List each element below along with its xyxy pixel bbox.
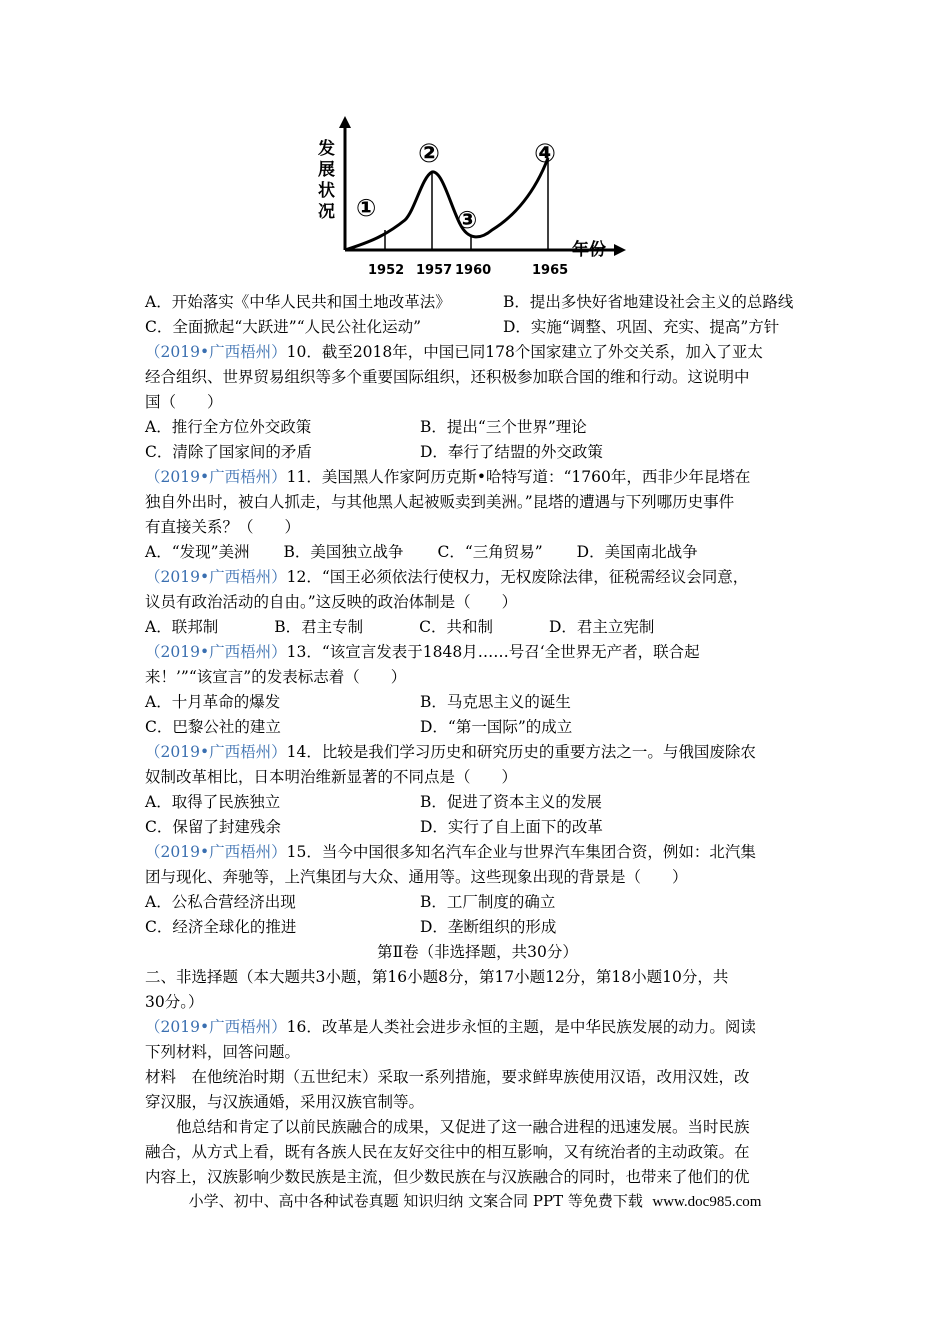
q12-stem-line-1 (145, 565, 810, 590)
q15-stem-line-1 (145, 840, 810, 865)
q11-stem-line-1 (145, 465, 810, 490)
q15-options-row-1 (145, 890, 810, 915)
part2-intro-line-1: 二、非选择题（本大题共3小题，第16小题8分，第17小题12分，第18小题10分，共 (145, 968, 729, 986)
question-content (145, 290, 810, 1190)
q11-option-a: A．“发现”美洲 (145, 543, 250, 561)
page-footer (0, 1190, 950, 1211)
q14-option-c: C．保留了封建残余 (145, 818, 281, 836)
q10-option-d: D．奉行了结盟的外交政策 (420, 443, 603, 461)
q16-paragraph-line-1: 他总结和肯定了以前民族融合的成果，又促进了这一融合进程的迅速发展。当时民族 (176, 1118, 750, 1136)
q12-option-b: B．君主专制 (274, 618, 364, 636)
q13-options-row-2 (145, 715, 810, 740)
x-axis-arrow (614, 244, 626, 256)
q11-option-c: C．“三角贸易” (437, 543, 543, 561)
q15-option-c: C．经济全球化的推进 (145, 918, 297, 936)
q14-option-a: A．取得了民族独立 (145, 793, 281, 811)
q15-option-a: A．公私合营经济出现 (145, 893, 296, 911)
q16-material-line-2: 穿汉服，与汉族通婚，采用汉族官制等。 (145, 1093, 425, 1111)
q14-text: 14．比较是我们学习历史和研究历史的重要方法之一。与俄国废除农 (286, 743, 756, 761)
q13-stem-line-2: 来！’”“该宣言”的发表标志着（ ） (145, 668, 407, 686)
svg-text:况: 况 (318, 202, 335, 222)
q12-option-c: C．共和制 (419, 618, 493, 636)
stage-marker-4: ④ (534, 139, 557, 169)
q11-options (145, 540, 810, 565)
q13-option-d: D．“第一国际”的成立 (420, 718, 573, 736)
q14-option-b: B．促进了资本主义的发展 (420, 793, 602, 811)
x-axis-label: 年份 (572, 240, 606, 260)
q15-source: （2019•广西梧州） (145, 843, 287, 861)
q16-paragraph-line-2: 融合，从方式上看，既有各族人民在友好交往中的相互影响，又有统治者的主动政策。在 (145, 1143, 750, 1161)
stage-marker-1: ① (356, 194, 377, 222)
q9-option-d: D．实施“调整、巩固、充实、提高”方针 (503, 318, 780, 336)
q10-source: （2019•广西梧州） (145, 343, 287, 361)
q12-text: 12．“国王必须依法行使权力，无权废除法律，征税需经议会同意， (286, 568, 749, 586)
development-curve-figure (310, 112, 640, 282)
q14-stem-line-2: 奴制改革相比，日本明治维新显著的不同点是（ ） (145, 768, 518, 786)
svg-text:发: 发 (318, 139, 335, 159)
q12-stem-line-2: 议员有政治活动的自由。”这反映的政治体制是（ ） (145, 593, 518, 611)
svg-text:展: 展 (318, 160, 335, 180)
q14-options-row-2 (145, 815, 810, 840)
q9-option-a: A．开始落实《中华人民共和国土地改革法》 (145, 293, 451, 311)
q12-options (145, 615, 810, 640)
q12-source: （2019•广西梧州） (145, 568, 287, 586)
q10-option-c: C．清除了国家间的矛盾 (145, 443, 312, 461)
q10-options-row-2 (145, 440, 810, 465)
q16-stem-line-1 (145, 1015, 810, 1040)
q9-option-b: B．提出多快好省地建设社会主义的总路线 (503, 293, 794, 311)
q10-text: 10．截至2018年，中国已同178个国家建立了外交关系，加入了亚太 (286, 343, 763, 361)
stage-marker-2: ② (418, 139, 441, 169)
footer-url[interactable]: www.doc985.com (652, 1194, 762, 1210)
stage-marker-3: ③ (457, 206, 478, 234)
q11-stem-line-3: 有直接关系？（ ） (145, 518, 301, 536)
part2-intro-line-2: 30分。） (145, 993, 204, 1011)
q11-stem-line-2: 独自外出时，被白人抓走，与其他黑人起被贩卖到美洲。”昆塔的遭遇与下列哪历史事件 (145, 493, 735, 511)
q10-stem-line-1 (145, 340, 810, 365)
q14-source: （2019•广西梧州） (145, 743, 287, 761)
q15-option-b: B．工厂制度的确立 (420, 893, 556, 911)
q13-option-a: A．十月革命的爆发 (145, 693, 281, 711)
q10-options-row-1 (145, 415, 810, 440)
q10-stem-line-2: 经合组织、世界贸易组织等多个重要国际组织，还积极参加联合国的维和行动。这说明中 (145, 368, 750, 386)
q16-source: （2019•广西梧州） (145, 1018, 287, 1036)
q16-paragraph-line-3: 内容上，汉族影响少数民族是主流，但少数民族在与汉族融合的同时，也带来了他们的优 (145, 1168, 750, 1186)
q9-options-row-2 (145, 315, 810, 340)
x-tick-1965: 1965 (532, 263, 569, 278)
y-axis-label (317, 138, 335, 222)
q15-options-row-2 (145, 915, 810, 940)
q13-option-b: B．马克思主义的诞生 (420, 693, 571, 711)
q10-stem-line-3: 国（ ） (145, 393, 223, 411)
q9-options-row-1 (145, 290, 810, 315)
q14-option-d: D．实行了自上面下的改革 (420, 818, 603, 836)
q13-stem-line-1 (145, 640, 810, 665)
q10-option-a: A．推行全方位外交政策 (145, 418, 312, 436)
q12-option-a: A．联邦制 (145, 618, 219, 636)
svg-text:状: 状 (318, 181, 335, 201)
q11-option-b: B．美国独立战争 (283, 543, 404, 561)
q15-text: 15．当今中国很多知名汽车企业与世界汽车集团合资，例如：北汽集 (286, 843, 756, 861)
x-tick-1960: 1960 (455, 263, 492, 278)
x-tick-1957: 1957 (416, 263, 453, 278)
y-axis-arrow (339, 116, 351, 128)
q10-option-b: B．提出“三个世界”理论 (420, 418, 587, 436)
q12-option-d: D．君主立宪制 (548, 618, 655, 636)
q14-options-row-1 (145, 790, 810, 815)
q15-stem-line-2: 团与现化、奔驰等，上汽集团与大众、通用等。这些现象出现的背景是（ ） (145, 868, 688, 886)
q16-text: 16．改革是人类社会进步永恒的主题，是中华民族发展的动力。阅读 (286, 1018, 756, 1036)
q13-option-c: C．巴黎公社的建立 (145, 718, 281, 736)
part2-heading: 第Ⅱ卷（非选择题，共30分） (377, 943, 578, 961)
q11-text: 11．美国黑人作家阿历克斯•哈特写道：“1760年，西非少年昆塔在 (286, 468, 751, 486)
q9-option-c: C．全面掀起“大跃进”“人民公社化运动” (145, 318, 422, 336)
q13-options-row-1 (145, 690, 810, 715)
q14-stem-line-1 (145, 740, 810, 765)
x-tick-1952: 1952 (368, 263, 405, 278)
q13-source: （2019•广西梧州） (145, 643, 287, 661)
q16-material-line-1: 材料 在他统治时期（五世纪末）采取一系列措施，要求鲜卑族使用汉语，改用汉姓，改 (145, 1068, 750, 1086)
footer-text: 小学、初中、高中各种试卷真题 知识归纳 文案合同 PPT 等免费下载 (188, 1192, 643, 1210)
q11-option-d: D．美国南北战争 (576, 543, 698, 561)
q15-option-d: D．垄断组织的形成 (420, 918, 557, 936)
q13-text: 13．“该宣言发表于1848月……号召‘全世界无产者，联合起 (286, 643, 700, 661)
q11-source: （2019•广西梧州） (145, 468, 287, 486)
q16-stem-line-2: 下列材料，回答问题。 (145, 1043, 301, 1061)
